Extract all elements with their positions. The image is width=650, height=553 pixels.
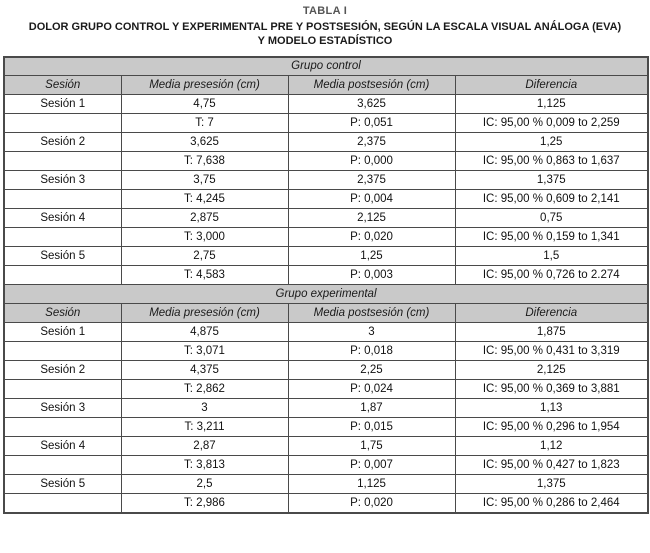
- table-row: [4, 342, 648, 361]
- column-header: Media postsesión (cm): [288, 76, 455, 95]
- table-row: [4, 475, 648, 494]
- table-cell: Sesión 3: [4, 399, 121, 418]
- table-cell: 1,25: [455, 133, 648, 152]
- table-cell: Sesión 1: [4, 323, 121, 342]
- table-cell: Sesión 2: [4, 133, 121, 152]
- column-header: Diferencia: [455, 304, 648, 323]
- table-cell: 3,625: [121, 133, 288, 152]
- column-header: Media postsesión (cm): [288, 304, 455, 323]
- table-cell: P: 0,018: [288, 342, 455, 361]
- table-row: [4, 399, 648, 418]
- table-row: [4, 228, 648, 247]
- table-cell: 2,87: [121, 437, 288, 456]
- table-cell: Sesión 5: [4, 475, 121, 494]
- table-row: [4, 209, 648, 228]
- table-cell: T: 7: [121, 114, 288, 133]
- table-row: [4, 114, 648, 133]
- statistics-table: [3, 56, 649, 514]
- table-row: [4, 95, 648, 114]
- table-cell: IC: 95,00 % 0,286 to 2,464: [455, 494, 648, 513]
- table-row: [4, 171, 648, 190]
- table-row: [4, 380, 648, 399]
- table-cell: 2,75: [121, 247, 288, 266]
- table-cell: [4, 266, 121, 285]
- table-title: TABLA I: [302, 5, 348, 17]
- table-cell: 1,875: [455, 323, 648, 342]
- table-cell: T: 2,862: [121, 380, 288, 399]
- table-cell: 4,875: [121, 323, 288, 342]
- column-header-row: [4, 304, 648, 323]
- group-header-experimental: Grupo experimental: [4, 285, 648, 304]
- table-cell: 1,12: [455, 437, 648, 456]
- table-cell: 2,25: [288, 361, 455, 380]
- table-row: [4, 133, 648, 152]
- table-cell: 4,375: [121, 361, 288, 380]
- table-cell: Sesión 3: [4, 171, 121, 190]
- table-cell: [4, 418, 121, 437]
- table-cell: 1,87: [288, 399, 455, 418]
- table-cell: IC: 95,00 % 0,863 to 1,637: [455, 152, 648, 171]
- table-subtitle-line1: DOLOR GRUPO CONTROL Y EXPERIMENTAL PRE Y POSTSESIÓN, SEGÚN LA ESCALA VISUAL ANÁLOGA (EVA): [28, 21, 622, 33]
- table-cell: IC: 95,00 % 0,009 to 2,259: [455, 114, 648, 133]
- table-cell: T: 2,986: [121, 494, 288, 513]
- table-cell: [4, 152, 121, 171]
- table-cell: 2,125: [288, 209, 455, 228]
- table-cell: Sesión 5: [4, 247, 121, 266]
- table-cell: [4, 380, 121, 399]
- table-row: [4, 494, 648, 513]
- table-cell: 3,75: [121, 171, 288, 190]
- table-cell: 2,5: [121, 475, 288, 494]
- table-row: [4, 152, 648, 171]
- table-cell: 1,375: [455, 475, 648, 494]
- table-cell: P: 0,000: [288, 152, 455, 171]
- table-cell: P: 0,003: [288, 266, 455, 285]
- table-cell: IC: 95,00 % 0,431 to 3,319: [455, 342, 648, 361]
- table-cell: T: 3,813: [121, 456, 288, 475]
- table-cell: 2,125: [455, 361, 648, 380]
- table-cell: [4, 228, 121, 247]
- table-cell: P: 0,020: [288, 494, 455, 513]
- table-cell: 4,75: [121, 95, 288, 114]
- table-cell: 1,125: [455, 95, 648, 114]
- table-cell: Sesión 4: [4, 209, 121, 228]
- table-cell: IC: 95,00 % 0,427 to 1,823: [455, 456, 648, 475]
- table-cell: P: 0,051: [288, 114, 455, 133]
- table-subtitle-line2: Y MODELO ESTADÍSTICO: [257, 35, 393, 48]
- table-cell: 3: [288, 323, 455, 342]
- table-row: [4, 361, 648, 380]
- table-cell: [4, 342, 121, 361]
- column-header-row: [4, 76, 648, 95]
- table-cell: T: 4,245: [121, 190, 288, 209]
- table-cell: [4, 494, 121, 513]
- column-header: Diferencia: [455, 76, 648, 95]
- group-header-row: [4, 57, 648, 76]
- table-cell: T: 7,638: [121, 152, 288, 171]
- table-cell: 1,125: [288, 475, 455, 494]
- table-row: [4, 418, 648, 437]
- table-cell: IC: 95,00 % 0,726 to 2.274: [455, 266, 648, 285]
- table-cell: T: 3,000: [121, 228, 288, 247]
- table-cell: 2,375: [288, 133, 455, 152]
- table-row: [4, 456, 648, 475]
- table-cell: [4, 114, 121, 133]
- table-cell: P: 0,004: [288, 190, 455, 209]
- column-header: Media presesión (cm): [121, 76, 288, 95]
- table-row: [4, 190, 648, 209]
- group-header-row: [4, 285, 648, 304]
- table-row: [4, 437, 648, 456]
- table-cell: Sesión 2: [4, 361, 121, 380]
- table-cell: 0,75: [455, 209, 648, 228]
- table-cell: [4, 456, 121, 475]
- table-cell: T: 3,211: [121, 418, 288, 437]
- column-header: Sesión: [4, 76, 121, 95]
- table-cell: IC: 95,00 % 0,159 to 1,341: [455, 228, 648, 247]
- table-cell: 1,13: [455, 399, 648, 418]
- table-cell: IC: 95,00 % 0,609 to 2,141: [455, 190, 648, 209]
- table-cell: 3: [121, 399, 288, 418]
- table-cell: P: 0,024: [288, 380, 455, 399]
- table-cell: 1,5: [455, 247, 648, 266]
- table-cell: IC: 95,00 % 0,296 to 1,954: [455, 418, 648, 437]
- table-cell: [4, 190, 121, 209]
- table-cell: Sesión 1: [4, 95, 121, 114]
- group-header-control: Grupo control: [4, 57, 648, 76]
- table-cell: Sesión 4: [4, 437, 121, 456]
- table-cell: IC: 95,00 % 0,369 to 3,881: [455, 380, 648, 399]
- table-cell: 1,25: [288, 247, 455, 266]
- table-cell: 1,375: [455, 171, 648, 190]
- table-cell: T: 4,583: [121, 266, 288, 285]
- table-cell: P: 0,007: [288, 456, 455, 475]
- column-header: Sesión: [4, 304, 121, 323]
- table-row: [4, 323, 648, 342]
- table-caption: [3, 5, 647, 49]
- column-header: Media presesión (cm): [121, 304, 288, 323]
- table-row: [4, 266, 648, 285]
- table-row: [4, 247, 648, 266]
- table-cell: 3,625: [288, 95, 455, 114]
- table-cell: 2,375: [288, 171, 455, 190]
- table-cell: P: 0,015: [288, 418, 455, 437]
- table-cell: 1,75: [288, 437, 455, 456]
- table-cell: P: 0,020: [288, 228, 455, 247]
- table-cell: 2,875: [121, 209, 288, 228]
- table-cell: T: 3,071: [121, 342, 288, 361]
